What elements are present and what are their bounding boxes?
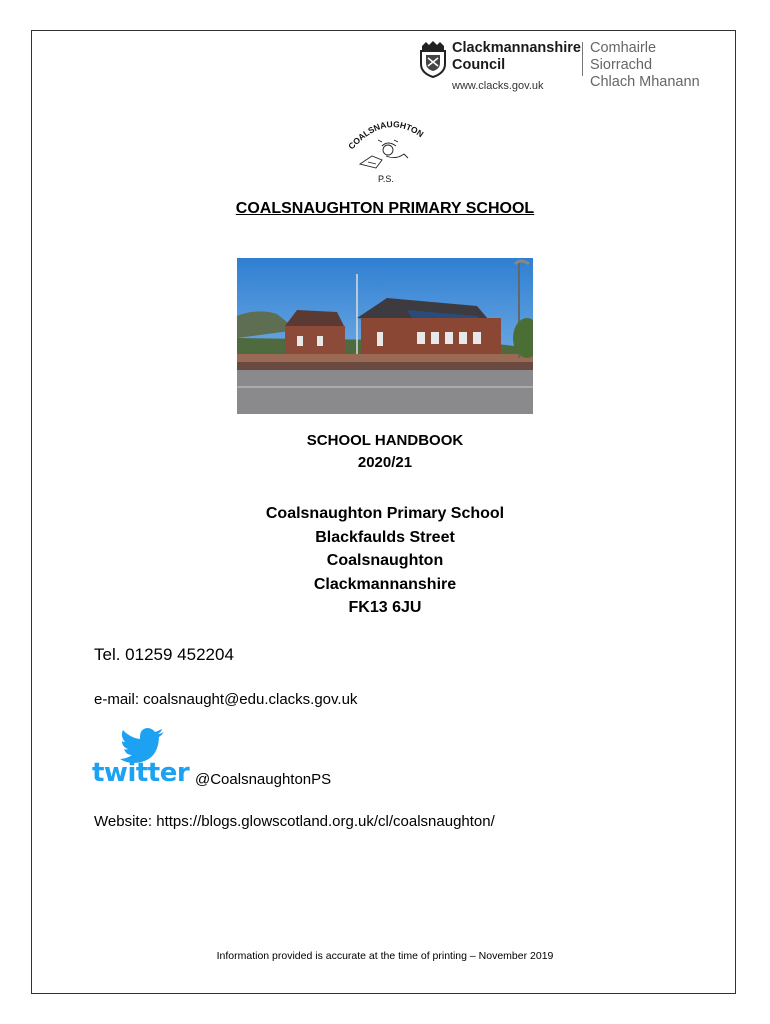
school-logo-initials: P.S. [378, 174, 394, 184]
telephone: Tel. 01259 452204 [94, 645, 234, 664]
address-line: FK13 6JU [348, 599, 422, 616]
council-crest-icon [418, 40, 448, 78]
email-address: e-mail: coalsnaught@edu.clacks.gov.uk [94, 691, 358, 708]
website-link[interactable]: Website: https://blogs.glowscotland.org.uk/cl/coalsnaughton/ [94, 813, 495, 830]
address-line: Clackmannanshire [313, 575, 457, 593]
twitter-handle[interactable]: @CoalsnaughtonPS [195, 771, 332, 788]
school-building-photo [237, 258, 533, 414]
address-line: Coalsnaughton Primary School [265, 505, 505, 522]
council-logo [418, 38, 718, 98]
handbook-heading [0, 430, 770, 474]
school-logo [342, 116, 432, 186]
handbook-year: 2020/21 [357, 454, 413, 471]
school-logo-drawing-icon [360, 140, 408, 168]
handbook-title: SCHOOL HANDBOOK [306, 432, 464, 449]
address-line: Coalsnaughton [326, 552, 444, 569]
svg-text:COALSNAUGHTON [346, 119, 425, 151]
school-logo-arc-text: COALSNAUGHTON [346, 119, 426, 152]
address-line: Blackfaulds Street [315, 528, 455, 546]
council-name: Clackmannanshire Council [452, 40, 581, 73]
footer-note: Information provided is accurate at the time of printing – November 2019 [216, 950, 554, 962]
twitter-contact [90, 728, 490, 788]
council-gaelic-name: Comhairle Siorrachd Chlach Mhanann [590, 40, 700, 90]
twitter-wordmark: twitter [92, 758, 190, 788]
page-title: COALSNAUGHTON PRIMARY SCHOOL [235, 200, 535, 217]
council-divider [582, 42, 583, 76]
school-address [0, 502, 770, 620]
council-website: www.clacks.gov.uk [452, 80, 544, 92]
